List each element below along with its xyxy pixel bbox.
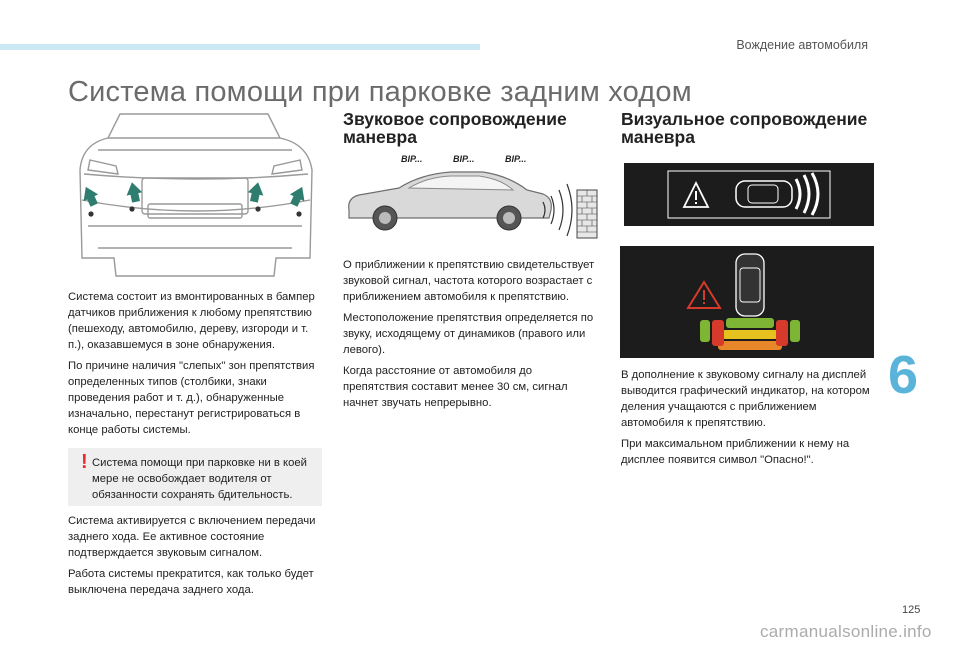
visual-assist-heading: Визуальное сопровождение маневра <box>621 109 868 147</box>
warning-exclamation-icon: ! <box>81 451 88 473</box>
rear-bumper-sensors-illustration <box>68 108 323 280</box>
bip-label-2: BIP... <box>453 154 475 164</box>
bip-label-3: BIP... <box>505 154 527 164</box>
audible-assist-heading: Звуковое сопровождение маневра <box>343 109 567 147</box>
bip-label-1: BIP... <box>401 154 423 164</box>
car-beep-illustration <box>343 150 599 244</box>
header-accent-bar <box>0 44 480 50</box>
warning-text: Система помощи при парковке ни в коей мере не освобождает водителя от обязанности сохранять бдительность. <box>92 457 307 501</box>
col1-text-bottom <box>68 513 324 598</box>
col2-paragraph-3: Когда расстояние от автомобиля до препятствия составит менее 30 см, сигнал начнет звучать непрерывно. <box>343 365 568 409</box>
warning-box <box>68 448 322 506</box>
col2-paragraph-2: Местоположение препятствия определяется по звуку, исходящему от динамиков (правого или левого). <box>343 312 594 356</box>
watermark: carmanualsonline.info <box>760 622 932 641</box>
col3-text <box>621 367 879 468</box>
col1-paragraph-3: Система активируется с включением передачи заднего хода. Ее активное состояние подтверждается звуковым сигналом. <box>68 515 316 559</box>
col3-paragraph-1: В дополнение к звуковому сигналу на дисплей выводится графический индикатор, на котором деления учащаются с приближением автомобиля к препятствию. <box>621 369 870 429</box>
col2-paragraph-1: О приближении к препятствию свидетельствует звуковой сигнал, частота которого возрастает с приближением автомобиля к препятствию. <box>343 259 595 303</box>
chapter-number: 6 <box>888 345 919 405</box>
page-number: 125 <box>902 604 921 616</box>
col2-text <box>343 257 599 411</box>
col1-text-top <box>68 289 324 438</box>
display-screen-close-obstacle <box>620 246 874 358</box>
col1-paragraph-4: Работа системы прекратится, как только будет выключена передача заднего хода. <box>68 568 314 596</box>
page-title: Система помощи при парковке задним ходом <box>68 76 692 108</box>
display-screen-far-obstacle <box>624 163 874 226</box>
col3-paragraph-2: При максимальном приближении к нему на дисплее появится символ "Опасно!". <box>621 438 850 466</box>
section-title: Вождение автомобиля <box>736 38 868 52</box>
col1-paragraph-1: Система состоит из вмонтированных в бампер датчиков приближения к любому препятствию (пешеходу, автомобилю, дереву, изгороди и т. п.), оказавшемуся в зоне обнаружения. <box>68 291 315 351</box>
col1-paragraph-2: По причине наличия "слепых" зон препятствия определенных типов (столбики, знаки проведения работ и т. д.), обнаруженные изначально, перестанут регистрироваться в конце работы системы. <box>68 360 315 436</box>
